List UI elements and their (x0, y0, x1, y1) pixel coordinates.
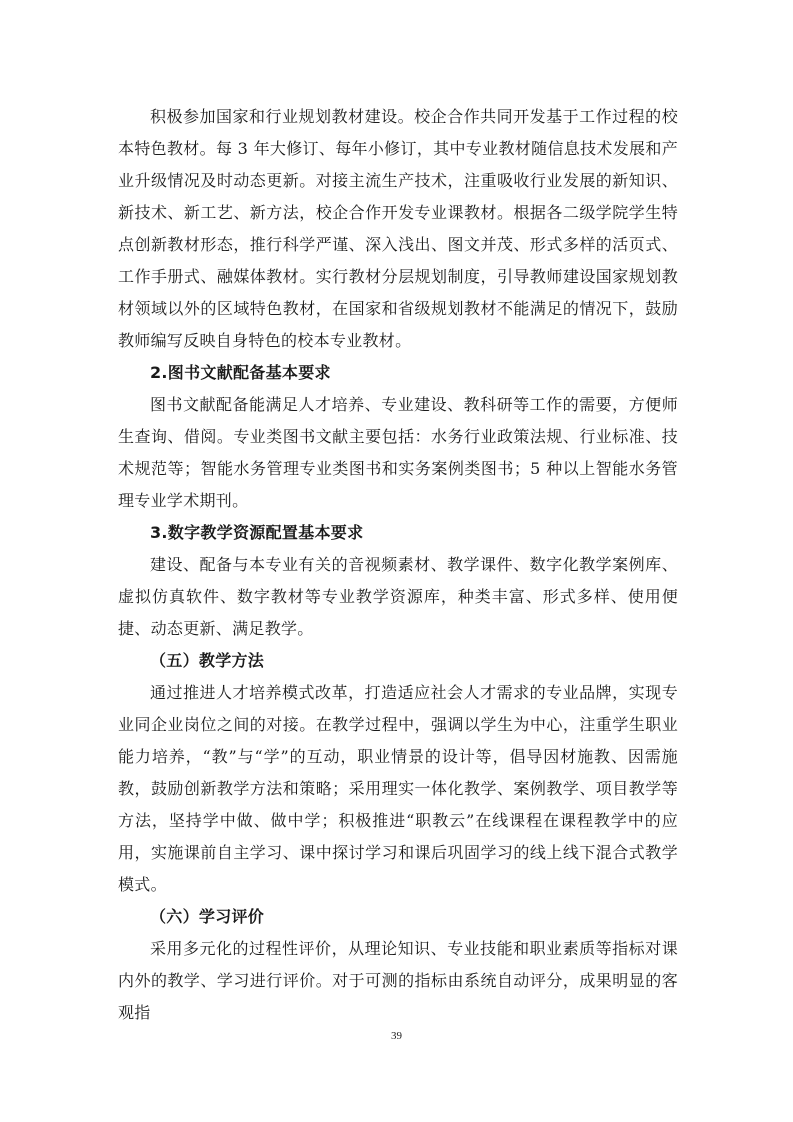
heading-library-resources: 2.图书文献配备基本要求 (150, 363, 331, 382)
paragraph-textbook-development: 积极参加国家和行业规划教材建设。校企合作共同开发基于工作过程的校本特色教材。每 3 年大修订、每年小修订，其中专业教材随信息技术发展和产业升级情况及时动态更新。对接主流生产技术，注重吸收行业发展的新知识、新技术、新工艺、新方法，校企合作开发专业课教材。根据各二级学院学生特点创新教材形态，推行科学严谨、深入浅出、图文并茂、形式多样的活页式、工作手册式、融媒体教材。实行教材分层规划制度，引导教师建设国家规划教材领域以外的区域特色教材，在国家和省级规划教材不能满足的情况下，鼓励教师编写反映自身特色的校本专业教材。 (118, 107, 678, 350)
heading-teaching-methods: （五）教学方法 (150, 651, 265, 670)
paragraph-library-resources: 图书文献配备能满足人才培养、专业建设、教科研等工作的需要，方便师生查询、借阅。专业类图书文献主要包括：水务行业政策法规、行业标准、技术规范等；智能水务管理专业类图书和实务案例类图书；5 种以上智能水务管理专业学术期刊。 (118, 395, 678, 510)
heading-learning-evaluation: （六）学习评价 (150, 907, 265, 926)
page-number: 39 (391, 1030, 402, 1042)
paragraph-teaching-methods: 通过推进人才培养模式改革，打造适应社会人才需求的专业品牌，实现专业同企业岗位之间的对接。在教学过程中，强调以学生为中心，注重学生职业能力培养，“教”与“学”的互动，职业情景的设计等，倡导因材施教、因需施教，鼓励创新教学方法和策略；采用理实一体化教学、案例教学、项目教学等方法，坚持学中做、做中学；积极推进“职教云”在线课程在课程教学中的应用，实施课前自主学习、课中探讨学习和课后巩固学习的线上线下混合式教学模式。 (118, 683, 678, 894)
page-body (118, 101, 678, 1029)
paragraph-learning-evaluation: 采用多元化的过程性评价，从理论知识、专业技能和职业素质等指标对课内外的教学、学习进行评价。对于可测的指标由系统自动评分，成果明显的客观指 (118, 939, 678, 1022)
heading-digital-resources: 3.数字教学资源配置基本要求 (150, 523, 364, 542)
paragraph-digital-resources: 建设、配备与本专业有关的音视频素材、教学课件、数字化教学案例库、虚拟仿真软件、数字教材等专业教学资源库，种类丰富、形式多样、使用便捷、动态更新、满足教学。 (118, 555, 678, 638)
